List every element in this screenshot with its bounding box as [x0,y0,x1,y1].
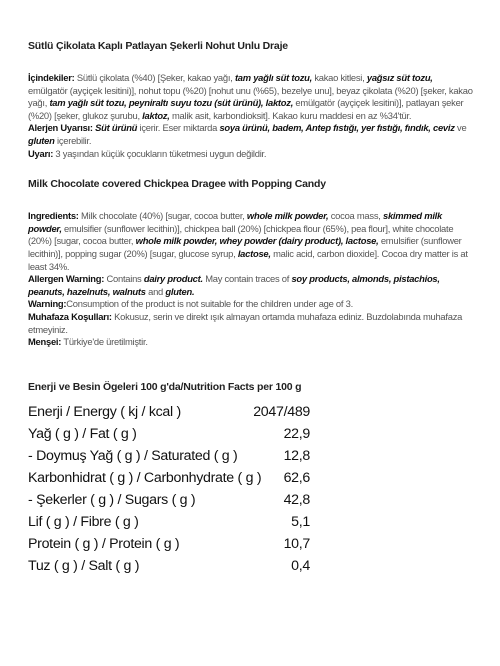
text-segment: Milk chocolate (40%) [sugar, cocoa butter, [78,210,247,222]
nutrition-row [28,530,310,552]
section-label: Uyarı: [28,147,54,159]
text-segment: emülgatör (ayçiçek lesitini)], patlayan şeker (%20) [şeker, glukoz şurubu, [28,97,464,121]
allergen-highlight: dairy product. [143,273,203,285]
nutrient-label: Enerji / Energy ( kj / kcal ) [28,404,181,420]
text-segment: emülgatör (ayçiçek lesitini)], nohut topu (%20) [nohut unu (%65), bezelye unu], beyaz çikolata (%20) [şeker, kakao yağı, [28,84,473,109]
nutrient-value: 5,1 [291,514,310,530]
nutrient-label: Lif ( g ) / Fibre ( g ) [28,514,139,530]
tr-warning [28,148,474,161]
allergen-highlight: whole milk powder, [246,210,329,222]
nutrition-row [28,420,310,442]
tr-ingredients [28,72,474,122]
nutrient-value: 42,8 [283,492,310,508]
allergen-highlight: lactose, [237,247,271,259]
en-allergen-warning [28,273,474,298]
allergen-highlight: whole milk powder, whey powder (dairy product), lactose, [135,235,379,247]
section-label: Muhafaza Koşulları: [28,310,112,322]
text-segment: Türkiye'de üretilmiştir. [61,336,148,348]
text-segment: Contains [104,273,144,285]
text-segment: Sütlü çikolata (%40) [Şeker, kakao yağı, [76,72,235,83]
nutrition-row [28,486,310,508]
nutrient-label: Yağ ( g ) / Fat ( g ) [28,426,137,442]
text-segment: emulsifier (sunflower lecithin)], chickpea ball (20%) [chickpea flour (65%), pea flour], white chocolate (20%) [sugar, cocoa butter, [28,222,454,247]
nutrition-row [28,398,310,420]
section-label: Alerjen Uyarısı: [28,122,96,134]
storage-conditions [28,311,474,336]
text-segment: içerir. Eser miktarda [137,122,220,134]
text-segment: malic acid, carbon dioxide]. Cocoa dry matter is at least 34%. [28,247,468,272]
text-segment: ve [454,122,467,134]
origin [28,336,474,349]
nutrient-label: - Doymuş Yağ ( g ) / Saturated ( g ) [28,448,238,464]
text-segment: malik asit, karbondioksit]. Kakao kuru maddesi en az %34'tür. [169,109,412,121]
section-label: Warning: [28,298,67,310]
section-label: İçindekiler: [28,72,77,83]
allergen-highlight: tam yağlı süt tozu, peyniraltı suyu tozu (süt ürünü), laktoz, [49,97,294,109]
nutrition-table [28,398,310,574]
nutrient-value: 10,7 [283,536,310,552]
nutrient-value: 2047/489 [253,404,310,420]
section-label: Menşei: [28,336,62,348]
text-segment: 3 yaşından küçük çocukların tüketmesi uygun değildir. [53,147,267,159]
allergen-highlight: soya ürünü, badem, Antep fıstığı, yer fıstığı, fındık, ceviz [219,122,455,134]
text-segment: içerebilir. [54,134,92,146]
nutrition-heading: Enerji ve Besin Ögeleri 100 g'da/Nutrition Facts per 100 g [28,381,302,393]
en-ingredients [28,210,474,273]
section-label: Allergen Warning: [28,273,105,285]
nutrient-label: Karbonhidrat ( g ) / Carbonhydrate ( g ) [28,470,262,486]
text-segment: and [145,285,166,297]
nutrient-value: 22,9 [283,426,310,442]
allergen-highlight: soy products, almonds, pistachios, peanuts, hazelnuts, walnuts [28,273,440,297]
nutrient-value: 0,4 [291,558,310,574]
allergen-highlight: gluten. [165,285,195,297]
en-warning [28,298,474,311]
allergen-highlight: Süt ürünü [95,122,138,134]
nutrient-value: 62,6 [283,470,310,486]
nutrition-row [28,442,310,464]
nutrient-label: - Şekerler ( g ) / Sugars ( g ) [28,492,196,508]
allergen-highlight: skimmed milk powder, [28,210,442,234]
tr-allergen-warning [28,122,474,147]
allergen-highlight: yağsız süt tozu, [366,72,433,83]
nutrient-label: Protein ( g ) / Protein ( g ) [28,536,180,552]
text-segment: Consumption of the product is not suitable for the children under age of 3. [66,298,353,310]
text-segment: kakao kitlesi, [311,72,367,83]
nutrient-value: 12,8 [283,448,310,464]
allergen-highlight: tam yağlı süt tozu, [234,72,312,83]
nutrition-row [28,552,310,574]
text-segment: cocoa mass, [328,210,383,222]
tr-title: Sütlü Çikolata Kaplı Patlayan Şekerli Nohut Unlu Draje [28,40,288,52]
nutrient-label: Tuz ( g ) / Salt ( g ) [28,558,140,574]
allergen-highlight: gluten [28,134,55,146]
label-text-block [28,40,474,349]
allergen-highlight: laktoz, [142,109,170,121]
en-title: Milk Chocolate covered Chickpea Dragee with Popping Candy [28,178,326,191]
text-segment: emulsifier (sunflower lecithin)], popping sugar (20%) [sugar, glucose syrup, [28,235,462,259]
nutrition-row [28,508,310,530]
text-segment: May contain traces of [202,273,292,285]
nutrition-row [28,464,310,486]
text-segment: Kokusuz, serin ve direkt ışık almayan ortamda muhafaza ediniz. Buzdolabında muhafaza etmeyiniz. [28,310,463,335]
section-label: Ingredients: [28,210,79,222]
